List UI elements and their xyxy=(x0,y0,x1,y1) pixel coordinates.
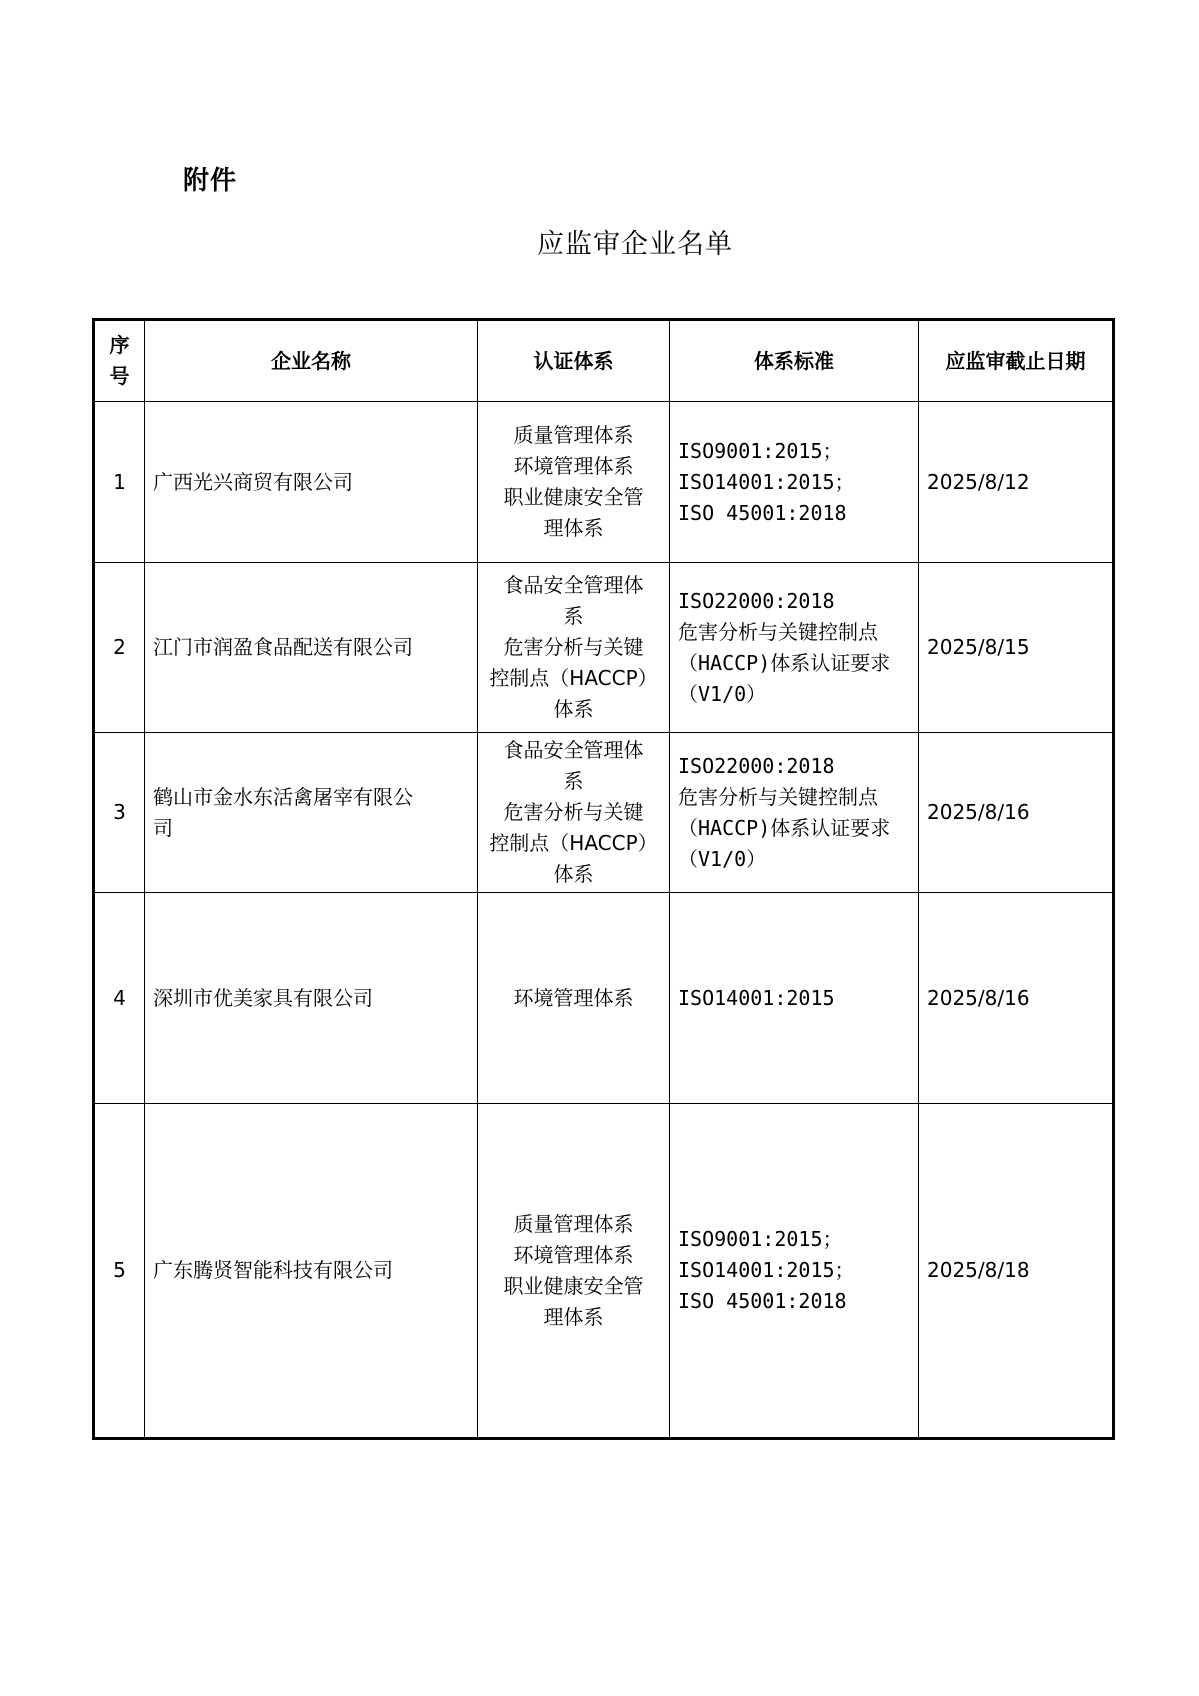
column-header-systems: 认证体系 xyxy=(478,320,670,402)
row-index: 3 xyxy=(94,733,145,893)
audit-deadline: 2025/8/16 xyxy=(919,893,1114,1104)
audit-deadline: 2025/8/18 xyxy=(919,1104,1114,1439)
system-standards: ISO22000:2018 危害分析与关键控制点 （HACCP)体系认证要求 （V1/0） xyxy=(670,563,919,733)
header-row xyxy=(94,320,1114,402)
row-index: 5 xyxy=(94,1104,145,1439)
audit-deadline: 2025/8/12 xyxy=(919,402,1114,563)
column-header-deadline: 应监审截止日期 xyxy=(919,320,1114,402)
table-body xyxy=(94,402,1114,1439)
company-name: 广东腾贤智能科技有限公司 xyxy=(145,1104,478,1439)
certification-systems: 质量管理体系 环境管理体系 职业健康安全管 理体系 xyxy=(478,1104,670,1439)
company-name: 广西光兴商贸有限公司 xyxy=(145,402,478,563)
company-name: 江门市润盈食品配送有限公司 xyxy=(145,563,478,733)
table-row xyxy=(94,1104,1114,1439)
certification-systems: 食品安全管理体 系 危害分析与关键 控制点（HACCP） 体系 xyxy=(478,563,670,733)
table-row xyxy=(94,733,1114,893)
table-row xyxy=(94,402,1114,563)
certification-systems: 食品安全管理体 系 危害分析与关键 控制点（HACCP） 体系 xyxy=(478,733,670,893)
system-standards: ISO14001:2015 xyxy=(670,893,919,1104)
column-header-company: 企业名称 xyxy=(145,320,478,402)
audit-deadline: 2025/8/15 xyxy=(919,563,1114,733)
system-standards: ISO9001:2015； ISO14001:2015； ISO 45001:2018 xyxy=(670,1104,919,1439)
system-standards: ISO9001:2015； ISO14001:2015； ISO 45001:2018 xyxy=(670,402,919,563)
document-title: 应监审企业名单 xyxy=(537,229,733,260)
certification-systems: 环境管理体系 xyxy=(478,893,670,1104)
audit-deadline: 2025/8/16 xyxy=(919,733,1114,893)
row-index: 4 xyxy=(94,893,145,1104)
row-index: 2 xyxy=(94,563,145,733)
table-row xyxy=(94,563,1114,733)
certification-systems: 质量管理体系 环境管理体系 职业健康安全管 理体系 xyxy=(478,402,670,563)
attachment-label: 附件 xyxy=(183,166,238,196)
table-row xyxy=(94,893,1114,1104)
audit-company-table xyxy=(92,318,1115,1440)
column-header-index: 序 号 xyxy=(94,320,145,402)
column-header-standards: 体系标准 xyxy=(670,320,919,402)
company-name: 鹤山市金水东活禽屠宰有限公 司 xyxy=(145,733,478,893)
row-index: 1 xyxy=(94,402,145,563)
table-header xyxy=(94,320,1114,402)
system-standards: ISO22000:2018 危害分析与关键控制点 （HACCP)体系认证要求 （V1/0） xyxy=(670,733,919,893)
company-name: 深圳市优美家具有限公司 xyxy=(145,893,478,1104)
